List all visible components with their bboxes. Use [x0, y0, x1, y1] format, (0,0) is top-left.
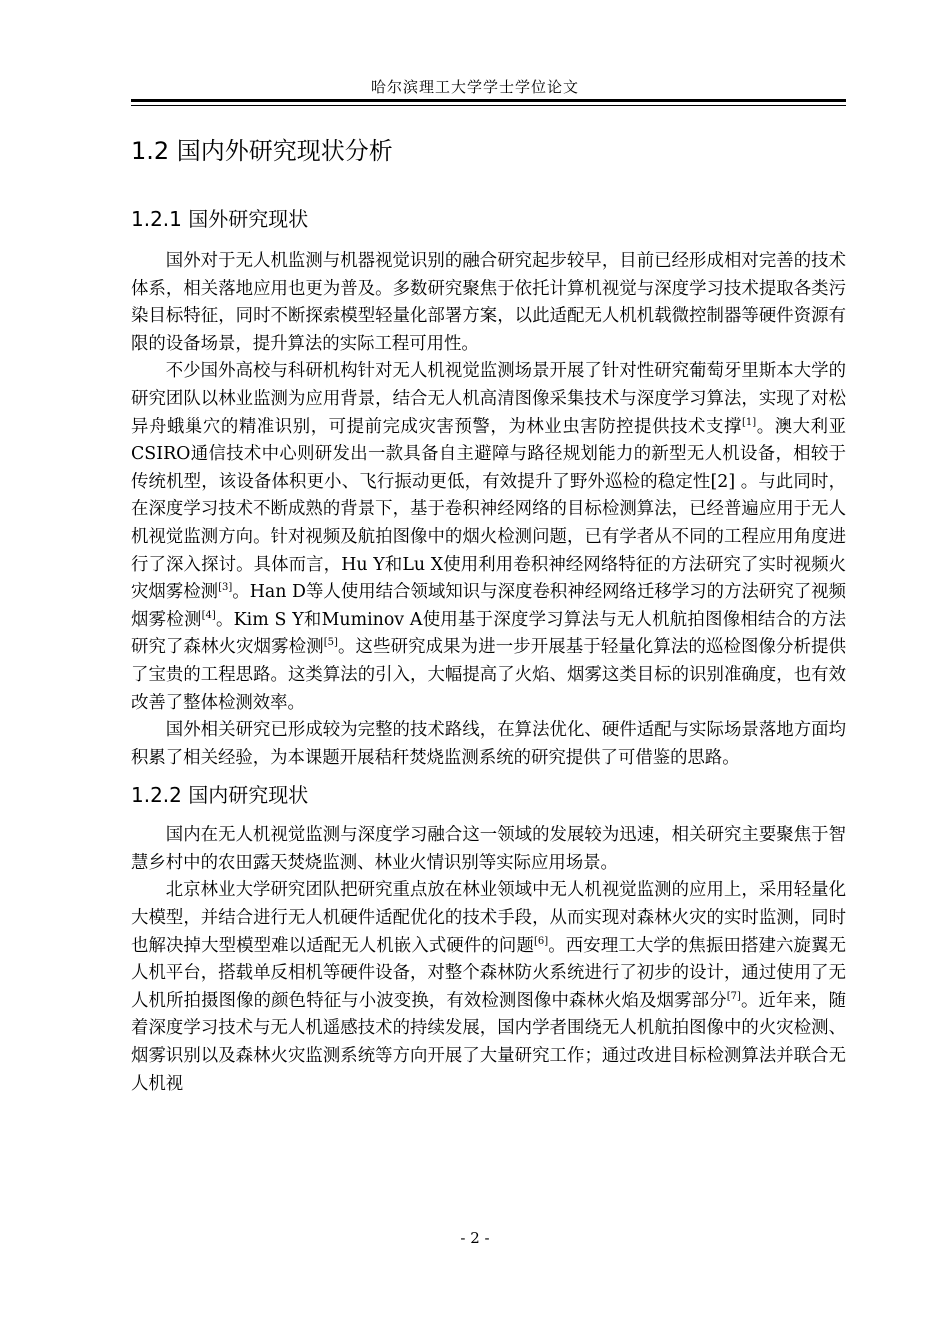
- paragraph-text: 。这些研究成果为进一步开展基于轻量化算法的巡检图像分析提供了宝贵的工程思路。这类算法的引入，大幅提高了火焰、烟雾这类目标的识别准确度，也有效改善了整体检测效率。: [131, 637, 846, 713]
- page-body: [131, 128, 846, 1098]
- paragraph-text: 北京林业大学研究团队把研究重点放在林业领域中无人机视觉监测的应用上，采用轻量化大模型，并结合进行无人机硬件适配优化的技术手段，从而实现对森林火灾的实时监测，同时也解决掉大型模型难以适配无人机嵌入式硬件的问题: [131, 880, 846, 956]
- header-rule-thick: [131, 99, 846, 102]
- paragraph-text: 。Kim S Y和Muminov A使用基于深度学习算法与无人机航拍图像相结合的方法研究了森林火灾烟雾检测: [131, 609, 846, 658]
- paragraph-text: 。西安理工大学的焦振田搭建六旋翼无人机平台，搭载单反相机等硬件设备，对整个森林防火系统进行了初步的设计，通过使用了无人机所拍摄图像的颜色特征与小波变换，有效检测图像中森林火焰及烟雾部分: [131, 935, 846, 1011]
- citation: [1]: [741, 416, 757, 428]
- section-heading: 1.2 国内外研究现状分析: [131, 137, 393, 165]
- citation: [6]: [533, 935, 549, 947]
- header-rule-thin: [131, 105, 846, 106]
- paragraph-text: 。澳大利亚CSIRO通信技术中心则研发出一款具备自主避障与路径规划能力的新型无人机设备，相较于传统机型，该设备体积更小、飞行振动更低，有效提升了野外巡检的稳定性[2] 。与此同时，在深度学习技术不断成熟的背景下，基于卷积神经网络的目标检测算法，已经普遍应用于无人机视觉监测方向。针对视频及航拍图像中的烟火检测问题，已有学者从不同的工程应用角度进行了深入探讨。具体而言，Hu Y和Lu X使用利用卷积神经网络特征的方法研究了实时视频火灾烟雾检测: [131, 416, 846, 603]
- running-header: 哈尔滨理工大学学士学位论文: [370, 78, 579, 96]
- paragraph: 国内在无人机视觉监测与深度学习融合这一领域的发展较为迅速，相关研究主要聚焦于智慧乡村中的农田露天焚烧监测、林业火情识别等实际应用场景。: [131, 825, 846, 873]
- paragraph: [131, 358, 846, 717]
- paragraph-text: 。Han D等人使用结合领域知识与深度卷积神经网络迁移学习的方法研究了视频烟雾检测: [131, 582, 846, 630]
- citation: [3]: [218, 582, 233, 594]
- paragraph-text: 。近年来，随着深度学习技术与无人机遥感技术的持续发展，国内学者围绕无人机航拍图像中的火灾检测、烟雾识别以及森林火灾监测系统等方向开展了大量研究工作；通过改进目标检测算法并联合无人机视: [131, 990, 846, 1094]
- citation: [7]: [726, 991, 741, 1003]
- paragraph: 国外相关研究已形成较为完整的技术路线，在算法优化、硬件适配与实际场景落地方面均积累了相关经验，为本课题开展秸秆焚烧监测系统的研究提供了可借鉴的思路。: [131, 720, 846, 768]
- subsection-heading-foreign: 1.2.1 国外研究现状: [131, 207, 309, 231]
- paragraph: 国外对于无人机监测与机器视觉识别的融合研究起步较早，目前已经形成相对完善的技术体系，相关落地应用也更为普及。多数研究聚焦于依托计算机视觉与深度学习技术提取各类污染目标特征，同时不断探索模型轻量化部署方案，以此适配无人机机载微控制器等硬件资源有限的设备场景，提升算法的实际工程可用性。: [131, 251, 846, 354]
- page-number: - 2 -: [460, 1229, 490, 1247]
- paragraph-text: 不少国外高校与科研机构针对无人机视觉监测场景开展了针对性研究葡萄牙里斯本大学的研究团队以林业监测为应用背景，结合无人机高清图像采集技术与深度学习算法，实现了对松异舟蛾巢穴的精准识别，可提前完成灾害预警，为林业虫害防控提供技术支撑: [131, 361, 846, 437]
- citation: [4]: [201, 609, 216, 621]
- citation: [5]: [323, 637, 338, 649]
- paragraph: [131, 877, 846, 1098]
- subsection-heading-domestic: 1.2.2 国内研究现状: [131, 783, 309, 808]
